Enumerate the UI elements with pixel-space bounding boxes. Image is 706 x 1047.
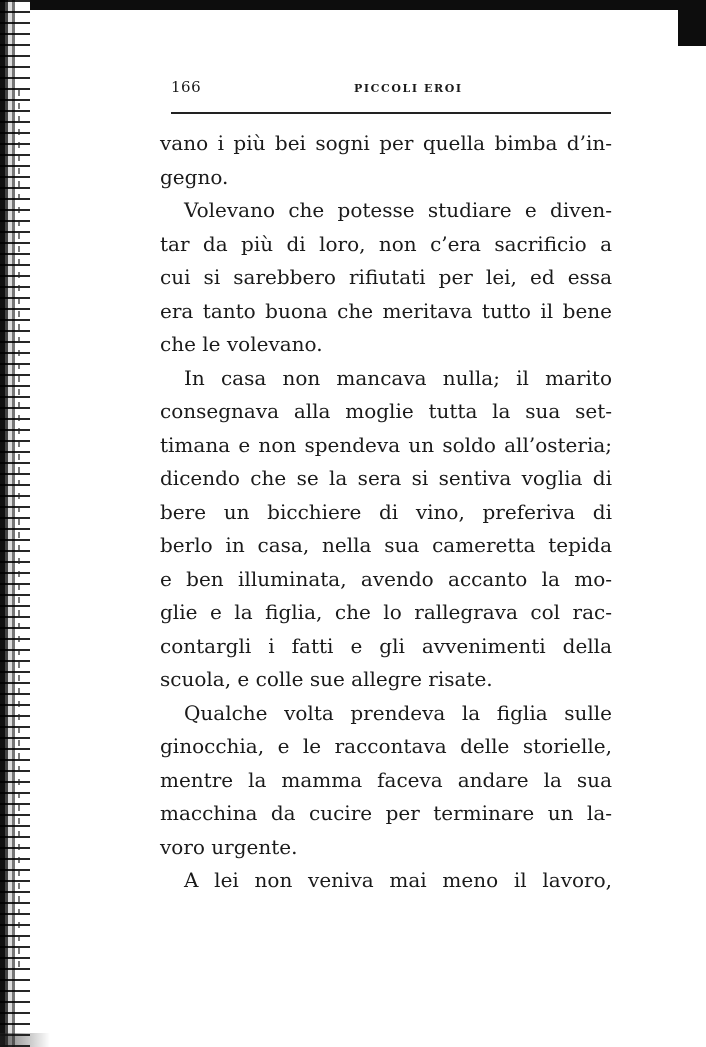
scan-top-edge — [0, 0, 706, 10]
text-line: berlo in casa, nella sua cameretta tepida — [160, 533, 612, 557]
page-header — [171, 78, 611, 102]
page-number: 166 — [171, 78, 202, 96]
text-line: A lei non veniva mai meno il lavoro, — [184, 868, 612, 892]
text-line: scuola, e colle sue allegre risate. — [160, 667, 493, 691]
text-line: consegnava alla moglie tutta la sua set- — [160, 399, 612, 423]
scan-binding-marks — [18, 90, 20, 970]
text-line: contargli i fatti e gli avvenimenti della — [160, 633, 612, 658]
text-line: macchina da cucire per terminare un la- — [160, 801, 612, 825]
running-title: PICCOLI EROI — [354, 82, 463, 95]
text-line: Volevano che potesse studiare e diven- — [184, 198, 612, 222]
scan-bottom-smudge — [0, 1033, 50, 1047]
text-line: era tanto buona che meritava tutto il bene — [160, 298, 612, 323]
text-line: ginocchia, e le raccontava delle storielle, — [160, 734, 612, 758]
scan-top-right-corner — [678, 0, 706, 46]
header-rule — [171, 112, 611, 114]
text-line: timana e non spendeva un soldo all’osteria; — [160, 432, 612, 457]
text-line: e ben illuminata, avendo accanto la mo- — [160, 566, 612, 591]
text-line: In casa non mancava nulla; il marito — [184, 365, 612, 390]
text-line: vano i più bei sogni per quella bimba d’in- — [160, 131, 612, 155]
text-line: glie e la figlia, che lo rallegrava col rac- — [160, 600, 612, 624]
text-line: dicendo che se la sera si sentiva voglia di — [160, 466, 612, 490]
body-text — [160, 127, 612, 898]
text-line: voro urgente. — [160, 834, 298, 859]
text-line: Qualche volta prendeva la figlia sulle — [184, 700, 612, 725]
text-line: mentre la mamma faceva andare la sua — [160, 767, 612, 792]
text-line: gegno. — [160, 164, 229, 189]
text-line: che le volevano. — [160, 332, 323, 356]
text-line: bere un bicchiere di vino, preferiva di — [160, 499, 612, 524]
text-line: tar da più di loro, non c’era sacrificio a — [160, 231, 612, 256]
scan-left-edge — [0, 0, 30, 1047]
text-line: cui si sarebbero rifiutati per lei, ed essa — [160, 265, 612, 289]
